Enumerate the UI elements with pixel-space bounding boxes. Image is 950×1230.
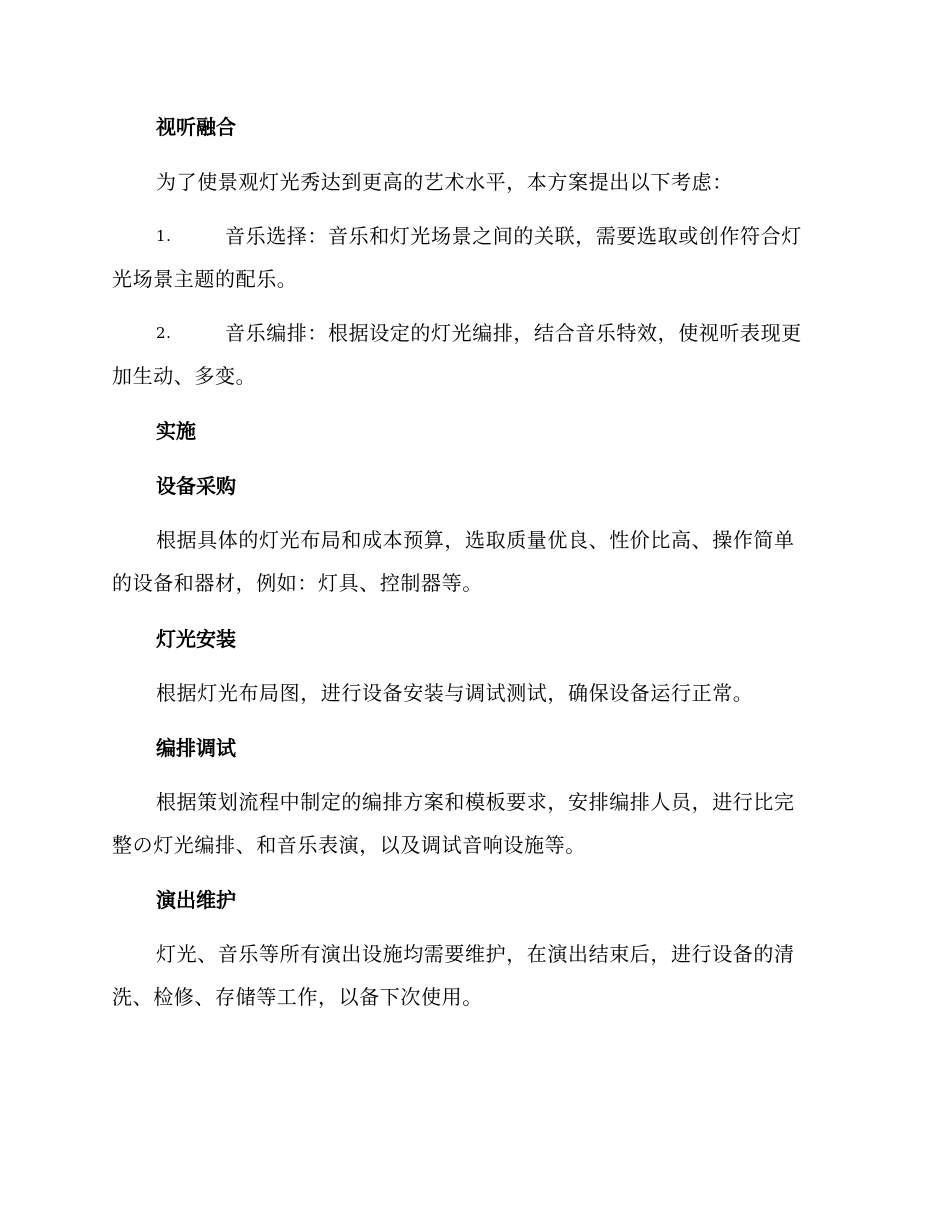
paragraph-line: 根据灯光布局图，进行设备安装与调试测试，确保设备运行正常。 <box>156 681 754 705</box>
arrangement-debugging-paragraph <box>112 781 832 867</box>
list-item-line2: 加生动、多变。 <box>112 364 257 388</box>
paragraph-line: 根据策划流程中制定的编排方案和模板要求，安排编排人员，进行比完 <box>156 790 795 814</box>
lighting-installation-paragraph <box>112 672 832 715</box>
list-item-music-arrangement <box>112 312 832 398</box>
list-number: 2. <box>156 324 172 342</box>
list-number: 1. <box>156 227 172 245</box>
section-heading-arrangement-debugging: 编排调试 <box>156 736 236 760</box>
section-heading-lighting-installation: 灯光安装 <box>156 627 236 651</box>
list-item-line1: 音乐选择：音乐和灯光场景之间的关联，需要选取或创作符合灯 <box>225 224 802 248</box>
equipment-purchase-paragraph <box>112 519 832 605</box>
section-heading-performance-maintenance: 演出维护 <box>156 888 236 912</box>
list-item-line2: 光场景主题的配乐。 <box>112 267 298 291</box>
list-item-music-selection <box>112 215 832 301</box>
paragraph-line: 洗、检修、存储等工作，以备下次使用。 <box>112 985 483 1009</box>
section-heading-equipment-purchase: 设备采购 <box>156 474 236 498</box>
intro-paragraph <box>112 161 832 204</box>
paragraph-line: 根据具体的灯光布局和成本预算，选取质量优良、性价比高、操作简单 <box>156 528 795 552</box>
paragraph-line: 灯光、音乐等所有演出设施均需要维护，在演出结束后，进行设备的清 <box>156 942 795 966</box>
paragraph-line: 的设备和器材，例如：灯具、控制器等。 <box>112 571 483 595</box>
paragraph-line: 整の灯光编排、和音乐表演，以及调试音响设施等。 <box>112 833 586 857</box>
performance-maintenance-paragraph <box>112 933 832 1019</box>
list-item-line1: 音乐编排：根据设定的灯光编排，结合音乐特效，使视听表现更 <box>225 321 802 345</box>
intro-line: 为了使景观灯光秀达到更高的艺术水平，本方案提出以下考虑： <box>156 170 733 194</box>
section-heading-implementation: 实施 <box>156 419 196 443</box>
section-heading-audiovisual: 视听融合 <box>156 115 236 139</box>
